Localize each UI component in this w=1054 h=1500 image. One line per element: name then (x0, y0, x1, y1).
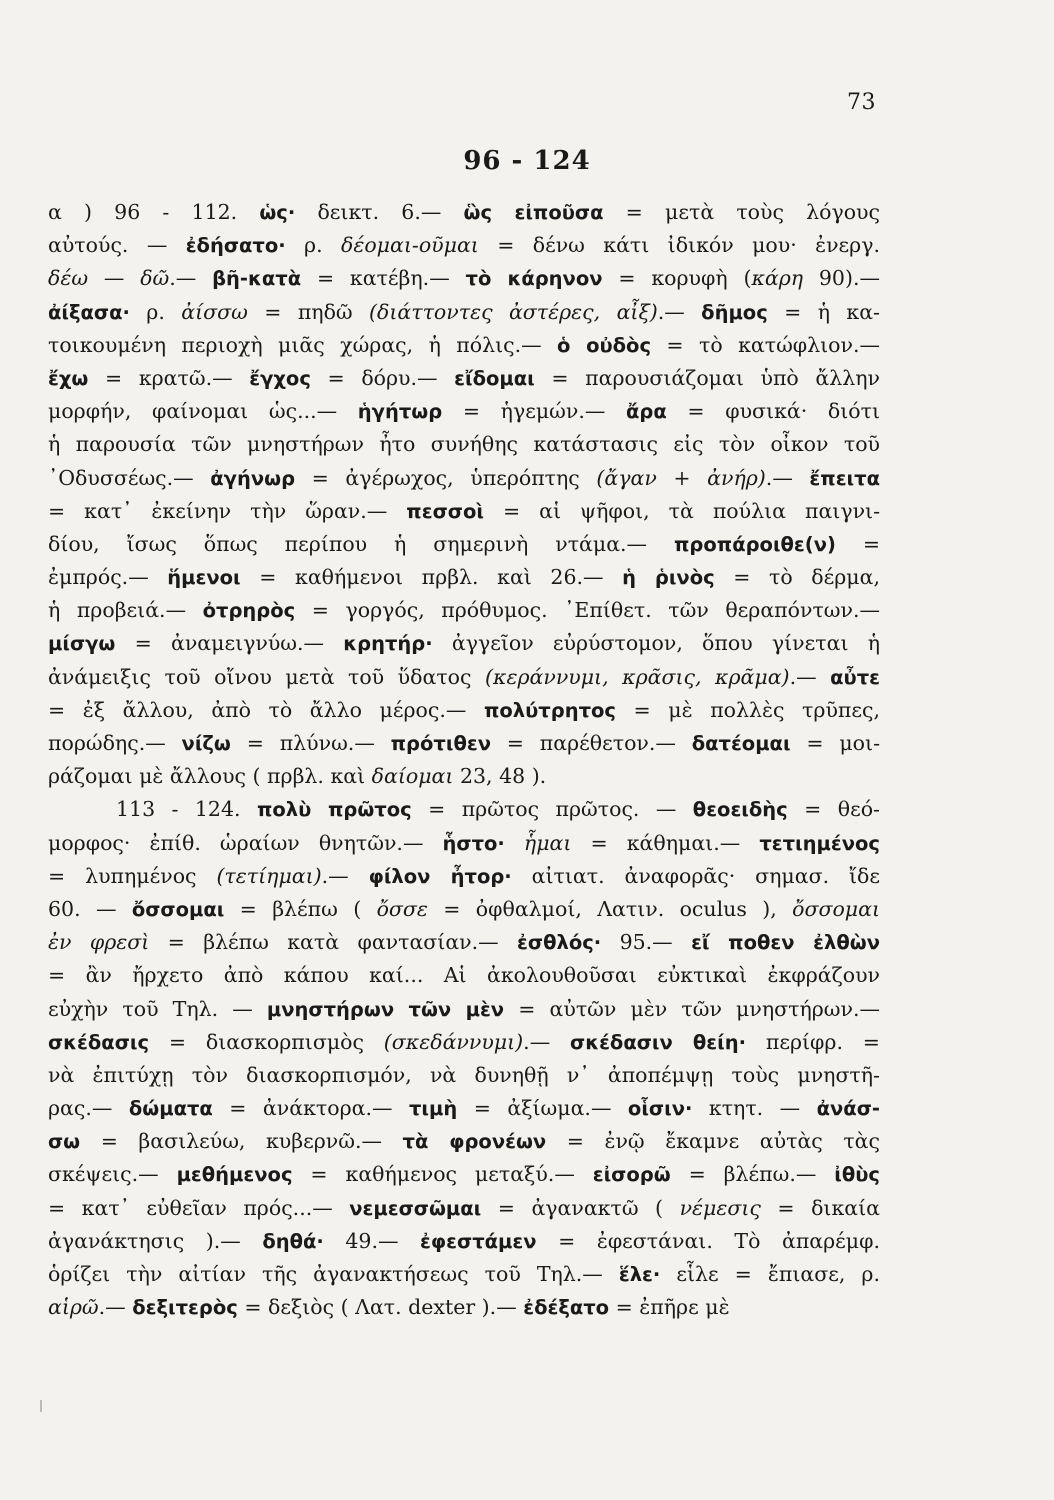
text-run: ρας.— (48, 1096, 129, 1121)
text-run: πορώδης.— (48, 731, 182, 755)
text-run: εὐχὴν τοῦ Τηλ. — (48, 996, 267, 1021)
headword: ἀγήνωρ (210, 466, 296, 490)
text-run: = ὀφθαλμοί, Λατιν. oculus ), (427, 896, 793, 921)
italic-term: δέομαι-οῦμαι (341, 233, 479, 258)
text-run: = βλέπω ( (224, 896, 377, 921)
italic-term: (τετίημαι) (216, 863, 322, 888)
headword: πολὺ πρῶτος (256, 798, 412, 822)
text-run: = ἐξ ἄλλου, ἀπὸ τὸ ἄλλο μέρος.— (48, 697, 484, 722)
text-run: 49.— (323, 1228, 421, 1253)
text-line (48, 793, 880, 826)
text-line (48, 1258, 880, 1291)
text-run: αἰτιατ. ἀναφορᾶς· σημασ. ἴδε (511, 863, 880, 888)
headword: νεμεσσῶμαι (349, 1196, 482, 1220)
italic-term: ὄσσε (376, 896, 428, 921)
text-run: ἐμπρός.— (48, 565, 168, 590)
headword: τὰ φρονέων (402, 1130, 547, 1154)
headword: εἰσορῶ (592, 1163, 671, 1187)
text-run: δεικτ. 6.— (295, 200, 464, 224)
text-line (48, 661, 880, 694)
page-number: 73 (847, 90, 876, 115)
headword: ἔγχος (249, 366, 311, 390)
text-run: = καθήμενοι πρβλ. καὶ 26.— (240, 565, 623, 590)
italic-term: ὄσσομαι (792, 896, 880, 921)
headword: σκέδασιν θείη· (570, 1030, 747, 1054)
text-line (48, 561, 880, 594)
text-run: 95.— (601, 930, 692, 955)
text-run: = ἂν ἤρχετο ἀπὸ κάπου καί... Αἱ ἀκολουθοῦσαι εὐκτικαὶ ἐκφράζουν (48, 963, 880, 988)
text-run: α ) 96 - 112. (48, 200, 260, 224)
text-run (505, 831, 524, 855)
headword: κρητήρ· (343, 632, 433, 656)
text-run: = κατ᾽ ἐκείνην τὴν ὥραν.— (48, 498, 407, 523)
text-line (48, 395, 880, 428)
text-run: εἷλε = ἔπιασε, ρ. (660, 1262, 880, 1286)
italic-term: ἧμαι (523, 830, 572, 855)
text-line (48, 362, 880, 395)
text-run: = τὸ δέρμα, (714, 565, 880, 590)
headword: προπάροιθε(ν) (673, 532, 836, 556)
text-run: = γοργός, πρόθυμος. ᾽Επίθετ. τῶν θεραπόντων.— (295, 598, 880, 623)
text-run: 90).— (803, 266, 880, 291)
text-line (48, 627, 880, 660)
text-run: ἀνάμειξις τοῦ οἴνου μετὰ τοῦ ὕδατος (48, 664, 486, 689)
text-run: = ἡγεμών.— (442, 399, 626, 424)
text-run: ᾽Οδυσσέως.— (48, 465, 211, 490)
headword: μεθήμενος (176, 1163, 293, 1187)
headword: ὁ οὐδὸς (557, 333, 652, 357)
italic-term: (ἄγαν + ἀνήρ) (596, 465, 766, 490)
text-line (48, 1092, 880, 1125)
text-run: μορφος· ἐπίθ. ὡραίων θνητῶν.— (48, 830, 443, 855)
text-run: = αἱ ψῆφοι, τὰ πούλια παιγνι- (483, 498, 880, 523)
headword: μνηστήρων τῶν μὲν (266, 997, 505, 1021)
italic-term: (σκεδάννυμι) (383, 1029, 524, 1054)
text-run: = κρατῶ.— (88, 365, 250, 390)
headword: πρότιθεν (390, 732, 491, 755)
text-line (48, 760, 880, 793)
headword: ἐφεστάμεν (420, 1229, 537, 1253)
headword: ἐδέξατο (523, 1296, 610, 1320)
text-line (48, 428, 880, 461)
headword: ἡ ῥινὸς (622, 566, 715, 590)
headword: ὡς· (259, 201, 296, 224)
text-run: = δένω κάτι ἰδικόν μου· ἐνεργ. (478, 233, 880, 258)
headword: ἰθὺς (834, 1163, 880, 1187)
text-line (48, 329, 880, 362)
headword: δώματα (128, 1097, 213, 1121)
italic-term: αἱρῶ (48, 1295, 99, 1320)
headword: εἴ ποθεν ἐλθὼν (691, 931, 880, 955)
text-line (48, 1192, 880, 1225)
text-run: = (835, 531, 880, 556)
text-line (48, 1158, 880, 1191)
text-line (48, 1059, 880, 1092)
text-line (48, 594, 880, 627)
text-run: ἡ παρουσία τῶν μνηστήρων ἦτο συνήθης κατάστασις εἰς τὸν οἶκον τοῦ (48, 432, 880, 457)
text-line (48, 860, 880, 893)
text-run: = ἀνάκτορα.— (212, 1096, 409, 1121)
text-run: ἡ προβειά.— (48, 598, 203, 623)
headword: ἥμενοι (167, 566, 241, 590)
text-line (48, 893, 880, 926)
text-run: 23, 48 ). (453, 764, 547, 789)
section-heading: 96 - 124 (463, 146, 591, 176)
text-run: κτητ. — (692, 1096, 817, 1121)
text-run: = καθήμενος μεταξύ.— (292, 1162, 593, 1187)
text-run: .— (98, 1295, 133, 1320)
italic-term: ἀίσσω (181, 299, 248, 324)
text-run: = δόρυ.— (310, 365, 455, 390)
headword: φίλον ἦτορ· (368, 864, 512, 888)
text-run: = πρῶτος πρῶτος. — (411, 797, 693, 822)
text-run: = πηδῶ (247, 299, 370, 324)
text-run: = τὸ κατώφλιον.— (651, 332, 880, 357)
text-line (48, 827, 880, 860)
text-run: ἀγανάκτησις ).— (48, 1228, 263, 1253)
text-run: = λυπημένος (48, 863, 217, 888)
text-line (48, 694, 880, 727)
headword: σω (48, 1130, 81, 1154)
text-line (48, 959, 880, 992)
text-run: = αὐτῶν μὲν τῶν μνηστήρων.— (504, 996, 880, 1021)
text-run: = βλέπω.— (670, 1162, 835, 1187)
text-run: 113 - 124. (116, 797, 257, 822)
headword: αὖτε (830, 665, 880, 689)
text-run: ἀγγεῖον εὐρύστομον, ὅπου γίνεται ἡ (432, 631, 880, 656)
text-run: .— (523, 1029, 571, 1054)
text-run: = ἀξίωμα.— (457, 1096, 628, 1121)
italic-term: ἐν φρεσὶ (48, 930, 150, 955)
headword: ἀνάσ- (816, 1097, 880, 1121)
text-run: περίφρ. = (746, 1029, 880, 1054)
headword: ὄσσομαι (131, 897, 225, 921)
text-run: = ἡ κα- (767, 299, 880, 324)
text-run: = κάθημαι.— (571, 830, 760, 855)
text-line (48, 1026, 880, 1059)
text-run: ρ. (285, 233, 341, 258)
text-run: τοικουμένη περιοχὴ μιᾶς χώρας, ἡ πόλις.— (48, 332, 558, 357)
text-line (48, 495, 880, 528)
italic-term: (κεράννυμι, κρᾶσις, κρᾶμα) (485, 664, 790, 689)
text-line (48, 1125, 880, 1158)
text-run: = ἐπῆρε μὲ (609, 1295, 730, 1320)
text-line (48, 1225, 880, 1258)
headword: οἷσιν· (627, 1097, 693, 1121)
headword: ἐδήσατο· (185, 234, 286, 258)
italic-term: δαίομαι (371, 764, 454, 789)
text-line (48, 993, 880, 1026)
commentary-body (48, 196, 880, 1324)
text-run: .— (657, 299, 702, 324)
text-run: = κατ᾽ εὐθεῖαν πρός...— (48, 1195, 350, 1220)
headword: σκέδασις (48, 1030, 150, 1054)
italic-term: νέμεσις (679, 1195, 761, 1220)
text-run: ράζομαι μὲ ἄλλους ( πρβλ. καὶ (48, 764, 372, 789)
headword: ἀίξασα· (48, 300, 130, 324)
text-run: δίου, ἴσως ὅπως περίπου ἡ σημερινὴ ντάμα.— (48, 531, 674, 556)
text-run: .— (765, 465, 810, 490)
headword: δῆμος (701, 300, 768, 324)
headword: ὣς εἰποῦσα (463, 201, 604, 224)
text-line (48, 528, 880, 561)
headword: θεοειδὴς (692, 798, 788, 822)
text-run: = δικαία (760, 1195, 880, 1220)
text-run: = βασιλεύω, κυβερνῶ.— (80, 1129, 403, 1154)
headword: ἄρα (625, 400, 667, 424)
text-run: = θεό- (787, 797, 880, 822)
headword: ἔχω (48, 366, 89, 390)
text-run: = μοι- (790, 731, 880, 755)
text-run: νὰ ἐπιτύχῃ τὸν διασκορπισμόν, νὰ δυνηθῇ ν᾽ ἀποπέμψῃ τοὺς μνηστῆ- (48, 1062, 880, 1087)
italic-term: (διάττοντες ἀστέρες, αἶξ) (369, 299, 658, 324)
text-line (48, 262, 880, 295)
text-run: = ἐφεστάναι. Τὸ ἀπαρέμφ. (536, 1228, 880, 1253)
text-run: αὐτούς. — (48, 233, 186, 258)
text-run: = βλέπω κατὰ φαντασίαν.— (149, 930, 518, 955)
italic-term: κάρη (751, 266, 804, 291)
text-run: .— (321, 863, 369, 888)
text-run: .— (789, 664, 831, 689)
headword: ἡγήτωρ (357, 400, 443, 424)
headword: μίσγω (48, 632, 116, 656)
text-line (48, 1291, 880, 1324)
text-run: = δεξιὸς ( Λατ. dexter ).— (237, 1295, 524, 1320)
text-run: = παρουσιάζομαι ὑπὸ ἄλλην (534, 365, 880, 390)
headword: ἧστο· (442, 831, 505, 855)
headword: ἐσθλός· (517, 931, 602, 955)
headword: πολύτρητος (483, 698, 616, 722)
text-run: = ἀναμειγνύω.— (115, 631, 344, 656)
text-run: σκέψεις.— (48, 1162, 177, 1187)
text-run: μορφήν, φαίνομαι ὡς...— (48, 399, 358, 424)
italic-term: δέω — δῶ (48, 266, 170, 291)
text-run: = φυσικά· διότι (666, 399, 880, 424)
headword: δεξιτερὸς (132, 1296, 238, 1320)
headword: νίζω (181, 732, 231, 755)
text-run: = ἀγανακτῶ ( (481, 1195, 680, 1220)
headword: δατέομαι (691, 732, 791, 755)
text-line (48, 229, 880, 262)
text-run: = κορυφὴ ( (602, 266, 752, 291)
text-run: .— (169, 266, 213, 291)
headword: τὸ κάρηνον (465, 267, 603, 291)
text-line (48, 727, 880, 760)
headword: ὀτρηρὸς (202, 599, 296, 623)
headword: ἕλε· (618, 1263, 661, 1286)
text-line (48, 296, 880, 329)
headword: δηθά· (262, 1229, 324, 1253)
text-run: = ἀγέρωχος, ὑπερόπτης (295, 465, 597, 490)
headword: πεσσοὶ (406, 499, 484, 523)
headword: εἴδομαι (454, 366, 535, 390)
headword: βῆ-κατὰ (212, 267, 302, 291)
text-run: = διασκορπισμὸς (149, 1029, 384, 1054)
text-line (48, 462, 880, 495)
headword: τιμὴ (408, 1097, 458, 1121)
text-run: = πλύνω.— (230, 731, 391, 755)
text-line (48, 926, 880, 959)
text-run: = ἐνῷ ἔκαμνε αὐτὰς τὰς (546, 1129, 880, 1154)
text-run: ὁρίζει τὴν αἰτίαν τῆς ἀγανακτήσεως τοῦ Τηλ.— (48, 1262, 619, 1286)
text-run: = μετὰ τοὺς λόγους (603, 200, 880, 224)
text-run: ρ. (129, 299, 182, 324)
text-line (48, 196, 880, 229)
text-run: = παρέθετον.— (490, 731, 692, 755)
headword: ἔπειτα (809, 466, 880, 490)
margin-mark (40, 1400, 42, 1412)
text-run: = μὲ πολλὲς τρῦπες, (615, 697, 880, 722)
text-run: 60. — (48, 896, 132, 921)
text-run: = κατέβη.— (301, 266, 466, 291)
headword: τετιημένος (759, 831, 880, 855)
